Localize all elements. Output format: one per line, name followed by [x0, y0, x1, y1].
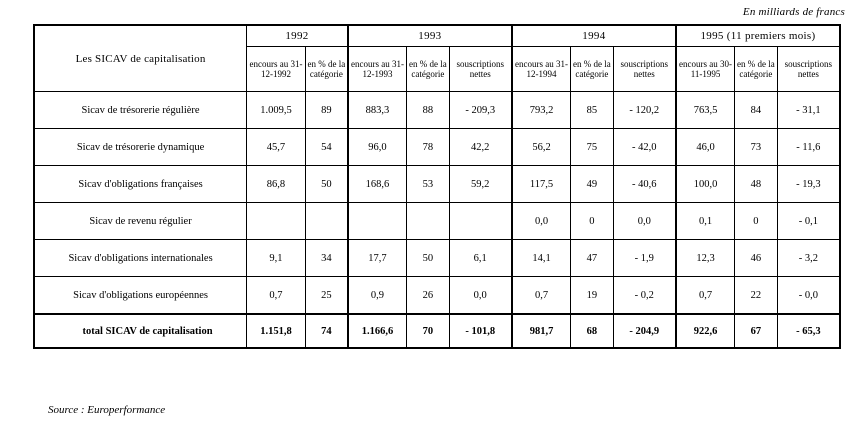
cell-value: 42,2: [449, 129, 512, 166]
subheader-encours-1993: encours au 31-12-1993: [348, 47, 407, 92]
cell-value: 0,0: [613, 203, 676, 240]
cell-value: 0,7: [676, 277, 735, 315]
table-row: [34, 203, 840, 240]
cell-value: 793,2: [512, 92, 571, 129]
cell-value: 75: [571, 129, 614, 166]
group-header-1992: 1992: [247, 25, 348, 47]
cell-value: 12,3: [676, 240, 735, 277]
table-row: [34, 277, 840, 315]
cell-value: 17,7: [348, 240, 407, 277]
cell-value: 763,5: [676, 92, 735, 129]
cell-value: 0,1: [676, 203, 735, 240]
cell-value: 0,0: [512, 203, 571, 240]
row-label: Sicav d'obligations internationales: [34, 240, 247, 277]
total-cell-value: - 204,9: [613, 314, 676, 348]
cell-value: - 11,6: [777, 129, 840, 166]
subheader-encours-1992: encours au 31-12-1992: [247, 47, 306, 92]
cell-value: 45,7: [247, 129, 306, 166]
cell-value: - 40,6: [613, 166, 676, 203]
cell-value: 26: [407, 277, 450, 315]
subheader-encours-1994: encours au 31-12-1994: [512, 47, 571, 92]
cell-value: - 19,3: [777, 166, 840, 203]
cell-value: 47: [571, 240, 614, 277]
total-cell-value: - 101,8: [449, 314, 512, 348]
table-group-header-row: [34, 25, 840, 47]
cell-value: 100,0: [676, 166, 735, 203]
subheader-souscriptions-1993: souscriptions nettes: [449, 47, 512, 92]
cell-value: 89: [305, 92, 348, 129]
cell-value: 86,8: [247, 166, 306, 203]
cell-value: - 3,2: [777, 240, 840, 277]
cell-value: [348, 203, 407, 240]
cell-value: 49: [571, 166, 614, 203]
total-cell-value: 67: [735, 314, 778, 348]
group-header-1995: 1995 (11 premiers mois): [676, 25, 840, 47]
cell-value: - 31,1: [777, 92, 840, 129]
cell-value: 46,0: [676, 129, 735, 166]
cell-value: 46: [735, 240, 778, 277]
cell-value: 9,1: [247, 240, 306, 277]
row-label: Sicav de revenu régulier: [34, 203, 247, 240]
total-cell-value: - 65,3: [777, 314, 840, 348]
subheader-pct-1995: en % de la catégorie: [735, 47, 778, 92]
cell-value: 84: [735, 92, 778, 129]
cell-value: 96,0: [348, 129, 407, 166]
cell-value: 19: [571, 277, 614, 315]
cell-value: 73: [735, 129, 778, 166]
cell-value: 117,5: [512, 166, 571, 203]
cell-value: - 1,9: [613, 240, 676, 277]
sicav-capitalisation-table: [33, 24, 841, 349]
cell-value: 1.009,5: [247, 92, 306, 129]
cell-value: 25: [305, 277, 348, 315]
cell-value: 50: [407, 240, 450, 277]
subheader-pct-1992: en % de la catégorie: [305, 47, 348, 92]
total-cell-value: 68: [571, 314, 614, 348]
cell-value: - 42,0: [613, 129, 676, 166]
total-cell-value: 1.151,8: [247, 314, 306, 348]
total-cell-value: 922,6: [676, 314, 735, 348]
subheader-pct-1993: en % de la catégorie: [407, 47, 450, 92]
cell-value: 22: [735, 277, 778, 315]
cell-value: 0: [735, 203, 778, 240]
total-row-label: total SICAV de capitalisation: [34, 314, 247, 348]
cell-value: 78: [407, 129, 450, 166]
subheader-souscriptions-1995: souscriptions nettes: [777, 47, 840, 92]
cell-value: 54: [305, 129, 348, 166]
cell-value: 85: [571, 92, 614, 129]
group-header-1994: 1994: [512, 25, 676, 47]
subheader-encours-1995: encours au 30-11-1995: [676, 47, 735, 92]
group-header-1993: 1993: [348, 25, 512, 47]
source-note: Source : Europerformance: [48, 404, 166, 416]
subheader-pct-1994: en % de la catégorie: [571, 47, 614, 92]
table-row: [34, 129, 840, 166]
row-label: Sicav de trésorerie régulière: [34, 92, 247, 129]
cell-value: [247, 203, 306, 240]
cell-value: 59,2: [449, 166, 512, 203]
cell-value: 53: [407, 166, 450, 203]
table-total-row: [34, 314, 840, 348]
table-row: [34, 92, 840, 129]
cell-value: 0: [571, 203, 614, 240]
cell-value: 0,7: [512, 277, 571, 315]
cell-value: [449, 203, 512, 240]
unit-note: En milliards de francs: [742, 6, 845, 18]
cell-value: 0,0: [449, 277, 512, 315]
cell-value: 0,9: [348, 277, 407, 315]
table-row: [34, 166, 840, 203]
total-cell-value: 1.166,6: [348, 314, 407, 348]
row-label: Sicav de trésorerie dynamique: [34, 129, 247, 166]
cell-value: 56,2: [512, 129, 571, 166]
cell-value: - 0,0: [777, 277, 840, 315]
table-row: [34, 240, 840, 277]
cell-value: 168,6: [348, 166, 407, 203]
cell-value: [305, 203, 348, 240]
cell-value: - 120,2: [613, 92, 676, 129]
total-cell-value: 74: [305, 314, 348, 348]
cell-value: 883,3: [348, 92, 407, 129]
cell-value: 6,1: [449, 240, 512, 277]
cell-value: 0,7: [247, 277, 306, 315]
cell-value: - 0,1: [777, 203, 840, 240]
cell-value: - 0,2: [613, 277, 676, 315]
cell-value: - 209,3: [449, 92, 512, 129]
row-header-title: Les SICAV de capitalisation: [34, 25, 247, 92]
cell-value: 88: [407, 92, 450, 129]
cell-value: [407, 203, 450, 240]
subheader-souscriptions-1994: souscriptions nettes: [613, 47, 676, 92]
cell-value: 50: [305, 166, 348, 203]
cell-value: 34: [305, 240, 348, 277]
row-label: Sicav d'obligations françaises: [34, 166, 247, 203]
cell-value: 48: [735, 166, 778, 203]
total-cell-value: 70: [407, 314, 450, 348]
total-cell-value: 981,7: [512, 314, 571, 348]
cell-value: 14,1: [512, 240, 571, 277]
row-label: Sicav d'obligations européennes: [34, 277, 247, 315]
